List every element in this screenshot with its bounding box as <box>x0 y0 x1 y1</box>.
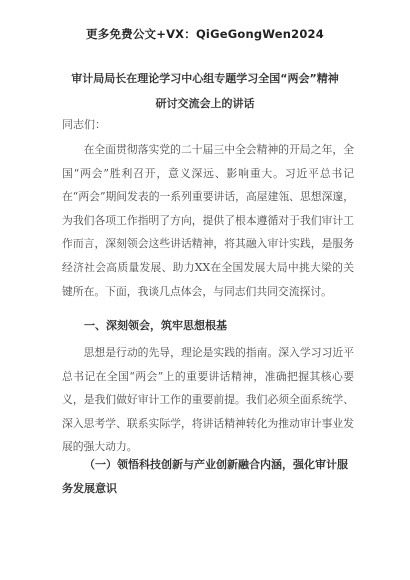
promo-banner: 更多免费公文+VX：QiGeGongWen2024 <box>86 27 324 41</box>
title-line-1: 审计局局长在理论学习中心组专题学习全国“两会”精神 <box>71 72 339 85</box>
document-title <box>54 66 356 116</box>
paragraph-intro: 在全面贯彻落实党的二十届三中全会精神的开局之年，全国“两会”胜利召开，意义深远、影响重大。习近平总书记在“两会”期间发表的一系列重要讲话，高屋建瓴、思想深邃，为我们各项工作指明了方向，提供了根本遵循对于我们审计工作而言，深刻领会这些讲话精神，将其融入审计实践，是服务经济社会高质量发展、助力XX在全国发展大局中挑大梁的关键所在。下面，我谈几点体会，与同志们共同交流探讨。 <box>62 143 354 298</box>
title-line-2: 研讨交流会上的讲话 <box>155 97 255 110</box>
section-heading-1: 一、深刻领会，筑牢思想根基 <box>84 319 227 332</box>
salutation: 同志们： <box>62 118 106 131</box>
paragraph-section-1: 思想是行动的先导，理论是实践的指南。深入学习习近平总书记在全国“两会”上的重要讲话精神，准确把握其核心要义，是我们做好审计工作的重要前提。我们必须全面系统学、深入思考学、联系实际学，将讲话精神转化为推动审计事业发展的强大动力。 <box>62 346 354 454</box>
subsection-heading-1: （一）领悟科技创新与产业创新融合内涵，强化审计服务发展意识 <box>62 458 348 495</box>
